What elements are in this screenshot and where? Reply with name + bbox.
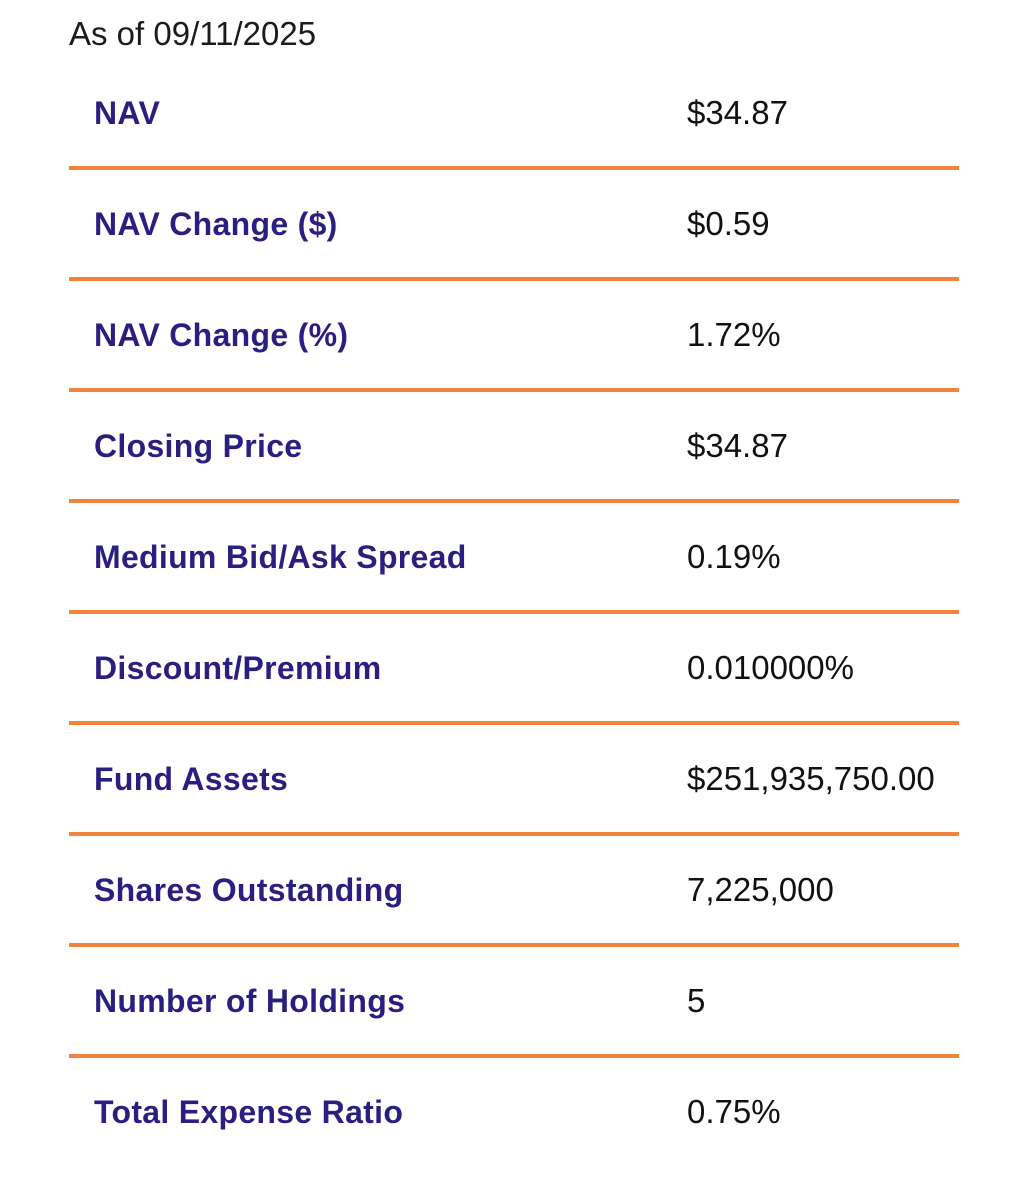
- stat-label: NAV Change ($): [94, 206, 338, 242]
- stat-row-nav-change-dollar: [69, 170, 959, 281]
- stat-label: NAV Change (%): [94, 317, 349, 353]
- stat-label: Shares Outstanding: [94, 872, 404, 908]
- stat-value: 0.19%: [687, 538, 781, 575]
- stat-label: NAV: [94, 95, 161, 131]
- stat-row-nav-change-percent: [69, 281, 959, 392]
- stat-row-total-expense-ratio: [69, 1058, 959, 1169]
- stat-row-shares-outstanding: [69, 836, 959, 947]
- stat-value: $0.59: [687, 205, 770, 242]
- stat-value: $251,935,750.00: [687, 760, 935, 797]
- stat-value: 0.75%: [687, 1093, 781, 1130]
- stat-label: Medium Bid/Ask Spread: [94, 539, 467, 575]
- fund-stats-table: [69, 59, 959, 1169]
- stat-label: Discount/Premium: [94, 650, 382, 686]
- stat-value: 5: [687, 982, 706, 1019]
- stat-label: Closing Price: [94, 428, 303, 464]
- stat-label: Fund Assets: [94, 761, 289, 797]
- stat-row-fund-assets: [69, 725, 959, 836]
- stat-value: $34.87: [687, 427, 788, 464]
- stat-value: 1.72%: [687, 316, 781, 353]
- stat-label: Total Expense Ratio: [94, 1094, 404, 1130]
- stat-value: 0.010000%: [687, 649, 854, 686]
- stat-row-discount-premium: [69, 614, 959, 725]
- stat-value: 7,225,000: [687, 871, 834, 908]
- as-of-date: As of 09/11/2025: [69, 15, 317, 52]
- stat-label: Number of Holdings: [94, 983, 406, 1019]
- stat-row-nav: [69, 59, 959, 170]
- stat-row-closing-price: [69, 392, 959, 503]
- stat-value: $34.87: [687, 94, 788, 131]
- stat-row-bid-ask-spread: [69, 503, 959, 614]
- stat-row-number-of-holdings: [69, 947, 959, 1058]
